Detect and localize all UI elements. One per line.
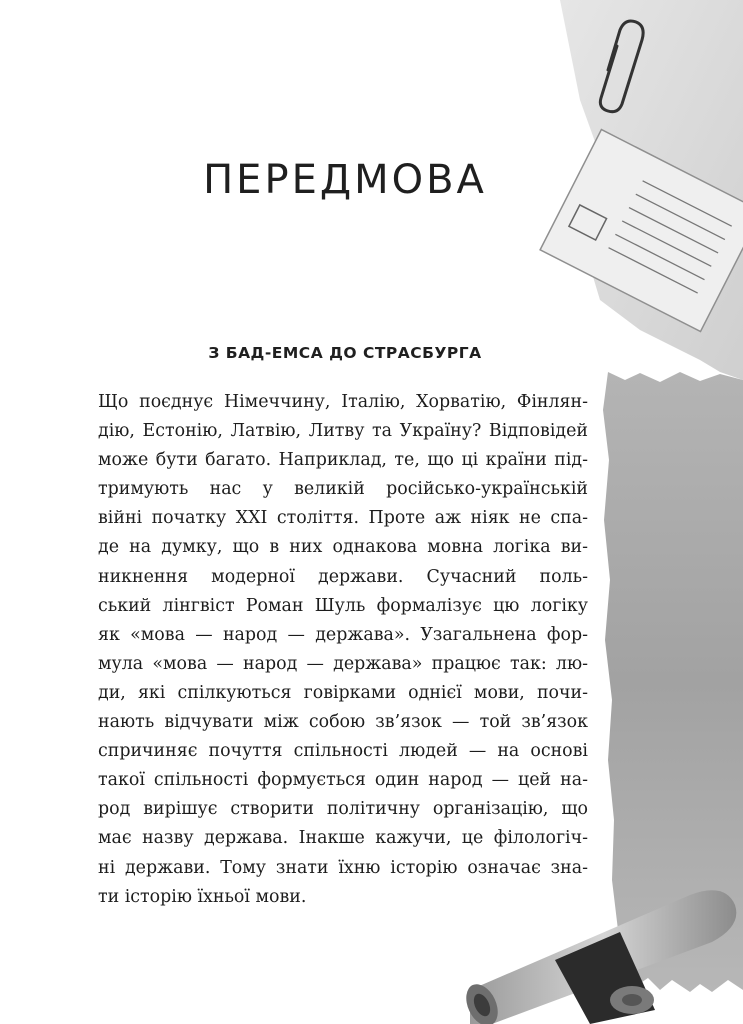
text-line: тримують нас у великій російсько-українській: [98, 479, 588, 500]
section-subtitle: З БАД-ЕМСА ДО СТРАСБУРГА: [208, 343, 482, 362]
text-line: нають відчувати між собою зв’язок — той зв’язок: [98, 712, 588, 733]
text-line: де на думку, що в них однакова мовна логіка ви-: [98, 537, 588, 558]
text-line: дію, Естонію, Латвію, Литву та Україну? Відповідей: [98, 421, 588, 442]
text-line: ти історію їхньої мови.: [98, 886, 307, 907]
text-line: війні початку XXI століття. Проте аж ніяк не спа-: [98, 508, 588, 529]
text-line: род вирішує створити політичну організацію, що: [98, 799, 588, 820]
body-paragraph: [98, 388, 588, 912]
text-line: никнення модерної держави. Сучасний поль-: [98, 566, 588, 587]
text-line: такої спільності формується один народ — цей на-: [98, 770, 588, 791]
page-title: ПЕРЕДМОВА: [203, 156, 487, 203]
text-line: ди, які спілкуються говірками однієї мови, почи-: [98, 682, 588, 703]
text-line: Що поєднує Німеччину, Італію, Хорватію, Фінлян-: [98, 392, 588, 412]
text-line: як «мова — народ — держава». Узагальнена фор-: [98, 624, 588, 645]
text-line: може бути багато. Наприклад, те, що ці країни під-: [98, 450, 588, 471]
text-line: ський лінгвіст Роман Шуль формалізує цю логіку: [98, 595, 588, 616]
text-line: спричиняє почуття спільності людей — на основі: [98, 741, 588, 762]
text-line: мула «мова — народ — держава» працює так: лю-: [98, 653, 588, 674]
text-line: ні держави. Тому знати їхню історію означає зна-: [98, 857, 588, 878]
text-line: має назву держава. Інакше кажучи, це філологіч-: [98, 828, 588, 849]
